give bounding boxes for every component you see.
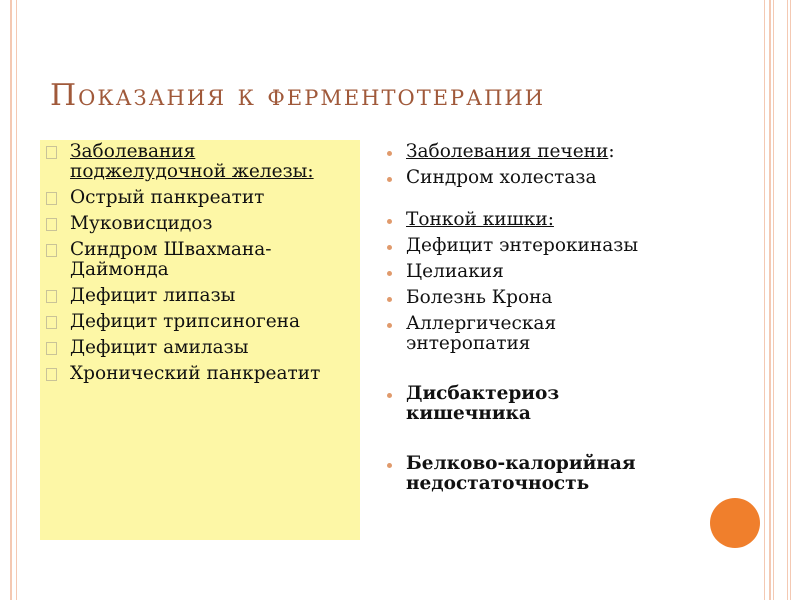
decorative-rule xyxy=(16,0,17,600)
list-item xyxy=(44,188,354,208)
square-bullet-icon xyxy=(46,244,57,257)
decorative-rule xyxy=(773,0,774,600)
list-item xyxy=(44,312,354,332)
square-bullet-icon xyxy=(46,368,57,381)
list-item xyxy=(382,384,682,424)
list-item-label: Муковисцидоз xyxy=(70,213,213,234)
list-item xyxy=(382,288,682,308)
decorative-rule xyxy=(764,0,765,600)
square-bullet-icon xyxy=(46,316,57,329)
list-item-label: Дефицит липазы xyxy=(70,285,236,306)
intestine-heading: Тонкой кишки: xyxy=(406,209,554,230)
list-item xyxy=(382,454,682,494)
decorative-rule xyxy=(787,0,788,600)
dot-bullet-icon xyxy=(387,297,392,302)
dot-bullet-icon xyxy=(387,245,392,250)
decorative-rule xyxy=(769,0,771,600)
list-item xyxy=(44,364,354,384)
dot-bullet-icon xyxy=(387,151,392,156)
list-item xyxy=(44,338,354,358)
list-item xyxy=(382,210,682,230)
dysbacteriosis-label: Дисбактериоз кишечника xyxy=(406,383,560,424)
dot-bullet-icon xyxy=(387,323,392,328)
list-item-label: Синдром холестаза xyxy=(406,167,597,188)
slide-title: Показания к ферментотерапии xyxy=(50,78,546,113)
list-item xyxy=(44,142,354,182)
list-item-label: Аллергическая энтеропатия xyxy=(406,313,557,354)
list-item-label: Болезнь Крона xyxy=(406,287,553,308)
square-bullet-icon xyxy=(46,146,57,159)
dot-bullet-icon xyxy=(387,177,392,182)
list-item-label: Целиакия xyxy=(406,261,504,282)
liver-heading-colon: : xyxy=(608,141,615,162)
accent-circle xyxy=(710,498,760,548)
decorative-rule xyxy=(10,0,12,600)
protein-deficiency-label: Белково-калорийная недостаточность xyxy=(406,453,636,494)
list-item-label: Хронический панкреатит xyxy=(70,363,321,384)
decorative-rule xyxy=(790,0,791,600)
dot-bullet-icon xyxy=(387,463,392,468)
list-item xyxy=(44,214,354,234)
list-item xyxy=(382,236,682,256)
dot-bullet-icon xyxy=(387,219,392,224)
other-diseases-list xyxy=(382,142,682,500)
list-item xyxy=(382,142,682,162)
list-item-label: Дефицит трипсиногена xyxy=(70,311,301,332)
list-item xyxy=(44,240,354,280)
list-item xyxy=(382,314,682,354)
list-item-label: Дефицит энтерокиназы xyxy=(406,235,639,256)
list-item xyxy=(44,286,354,306)
pancreas-list xyxy=(44,142,354,390)
square-bullet-icon xyxy=(46,192,57,205)
pancreas-heading: Заболевания поджелудочной железы: xyxy=(70,141,314,182)
list-item xyxy=(382,262,682,282)
list-item-label: Дефицит амилазы xyxy=(70,337,249,358)
list-item-label: Острый панкреатит xyxy=(70,187,265,208)
square-bullet-icon xyxy=(46,342,57,355)
list-item-label: Синдром Швахмана-Даймонда xyxy=(70,239,272,280)
list-item xyxy=(382,168,682,188)
dot-bullet-icon xyxy=(387,393,392,398)
square-bullet-icon xyxy=(46,218,57,231)
dot-bullet-icon xyxy=(387,271,392,276)
liver-heading: Заболевания печени xyxy=(406,141,609,162)
square-bullet-icon xyxy=(46,290,57,303)
